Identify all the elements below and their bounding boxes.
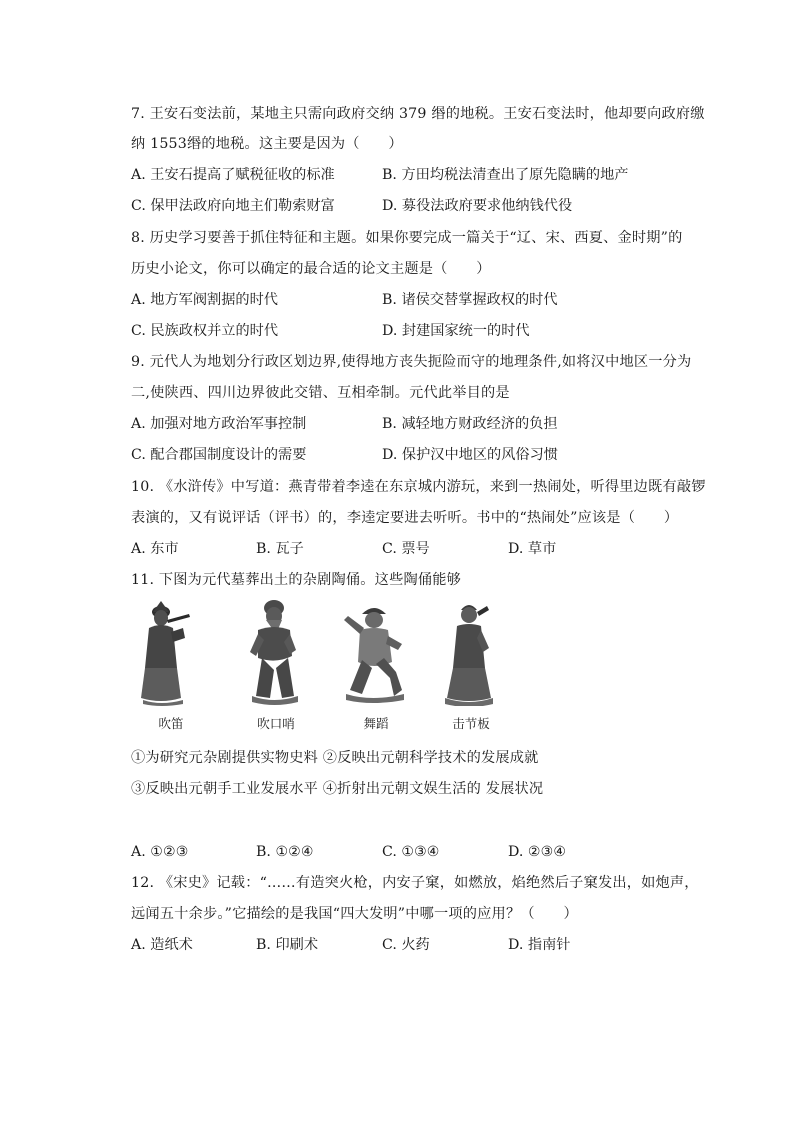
q9-stem-line2: 二,使陕西、四川边界彼此交错、互相牵制。元代此举目的是 (131, 385, 510, 401)
q7-option-c: C. 保甲法政府向地主们勒索财富 (131, 198, 335, 214)
q10-option-d: D. 草市 (508, 541, 557, 557)
q11-statement-line2: ③反映出元朝手工业发展水平 ④折射出元朝文娱生活的 发展状况 (131, 781, 544, 797)
figurine-flute-player (131, 598, 211, 706)
q12-stem-line2: 远闻五十余步。”它描绘的是我国“四大发明”中哪一项的应用？（ ） (131, 906, 578, 922)
q12-option-b: B. 印刷术 (256, 937, 319, 953)
q7-option-d: D. 募役法政府要求他纳钱代役 (382, 198, 573, 214)
q8-option-b: B. 诸侯交替掌握政权的时代 (382, 292, 558, 308)
q12-stem-line1: 12. 《宋史》记载：“……有造突火枪，内安子窠，如燃放，焰绝然后子窠发出，如炮声， (131, 875, 699, 891)
q8-option-c: C. 民族政权并立的时代 (131, 323, 279, 339)
q8-option-d: D. 封建国家统一的时代 (382, 323, 530, 339)
q12-option-c: C. 火药 (382, 937, 430, 953)
q11-stem-line1: 11. 下图为元代墓葬出土的杂剧陶俑。这些陶俑能够 (131, 572, 462, 588)
figurine-dancer (336, 598, 416, 706)
q11-option-b: B. ①②④ (256, 844, 314, 860)
figurine-whistler (236, 598, 316, 706)
q10-option-a: A. 东市 (131, 541, 179, 557)
q11-option-c: C. ①③④ (382, 844, 440, 860)
q8-option-a: A. 地方军阀割据的时代 (131, 292, 278, 308)
q10-stem-line1: 10. 《水浒传》中写道：燕青带着李逵在东京城内游玩，来到一热闹处，听得里边既有敲锣 (131, 479, 706, 495)
q8-stem-line2: 历史小论文，你可以确定的最合适的论文主题是（ ） (131, 261, 491, 277)
figurine-caption-2: 吹口哨 (257, 716, 295, 731)
q7-stem-line1: 7. 王安石变法前，某地主只需向政府交纳 379 缗的地税。王安石变法时，他却要向政府缴 (131, 106, 705, 122)
q10-stem-line2: 表演的，又有说评话（评书）的，李逵定要进去听听。书中的“热闹处”应该是（ ） (131, 510, 679, 526)
q7-option-b: B. 方田均税法清查出了原先隐瞒的地产 (382, 167, 629, 183)
figurine-caption-4: 击节板 (452, 716, 490, 731)
q9-stem-line1: 9. 元代人为地划分行政区划边界,使得地方丧失扼险而守的地理条件,如将汉中地区一分为 (131, 354, 692, 370)
q9-option-b: B. 减轻地方财政经济的负担 (382, 416, 558, 432)
q12-option-a: A. 造纸术 (131, 937, 193, 953)
pottery-figurines-image (131, 598, 531, 738)
q7-stem-line2: 纳 1553缗的地税。这主要是因为（ ） (131, 136, 403, 152)
q11-option-d: D. ②③④ (508, 844, 567, 860)
q8-stem-line1: 8. 历史学习要善于抓住特征和主题。如果你要完成一篇关于“辽、宋、西夏、金时期”的 (131, 230, 683, 246)
q9-option-c: C. 配合郡国制度设计的需要 (131, 447, 307, 463)
q10-option-b: B. 瓦子 (256, 541, 304, 557)
figurine-clapper-player (431, 598, 511, 706)
figurine-caption-1: 吹笛 (158, 716, 184, 731)
q7-option-a: A. 王安石提高了赋税征收的标准 (131, 167, 335, 183)
q12-option-d: D. 指南针 (508, 937, 571, 953)
q10-option-c: C. 票号 (382, 541, 430, 557)
q11-option-a: A. ①②③ (131, 844, 189, 860)
figurine-caption-3: 舞蹈 (363, 716, 389, 731)
q9-option-d: D. 保护汉中地区的风俗习惯 (382, 447, 558, 463)
q11-statement-line1: ①为研究元杂剧提供实物史料 ②反映出元朝科学技术的发展成就 (131, 750, 539, 766)
q9-option-a: A. 加强对地方政治军事控制 (131, 416, 307, 432)
